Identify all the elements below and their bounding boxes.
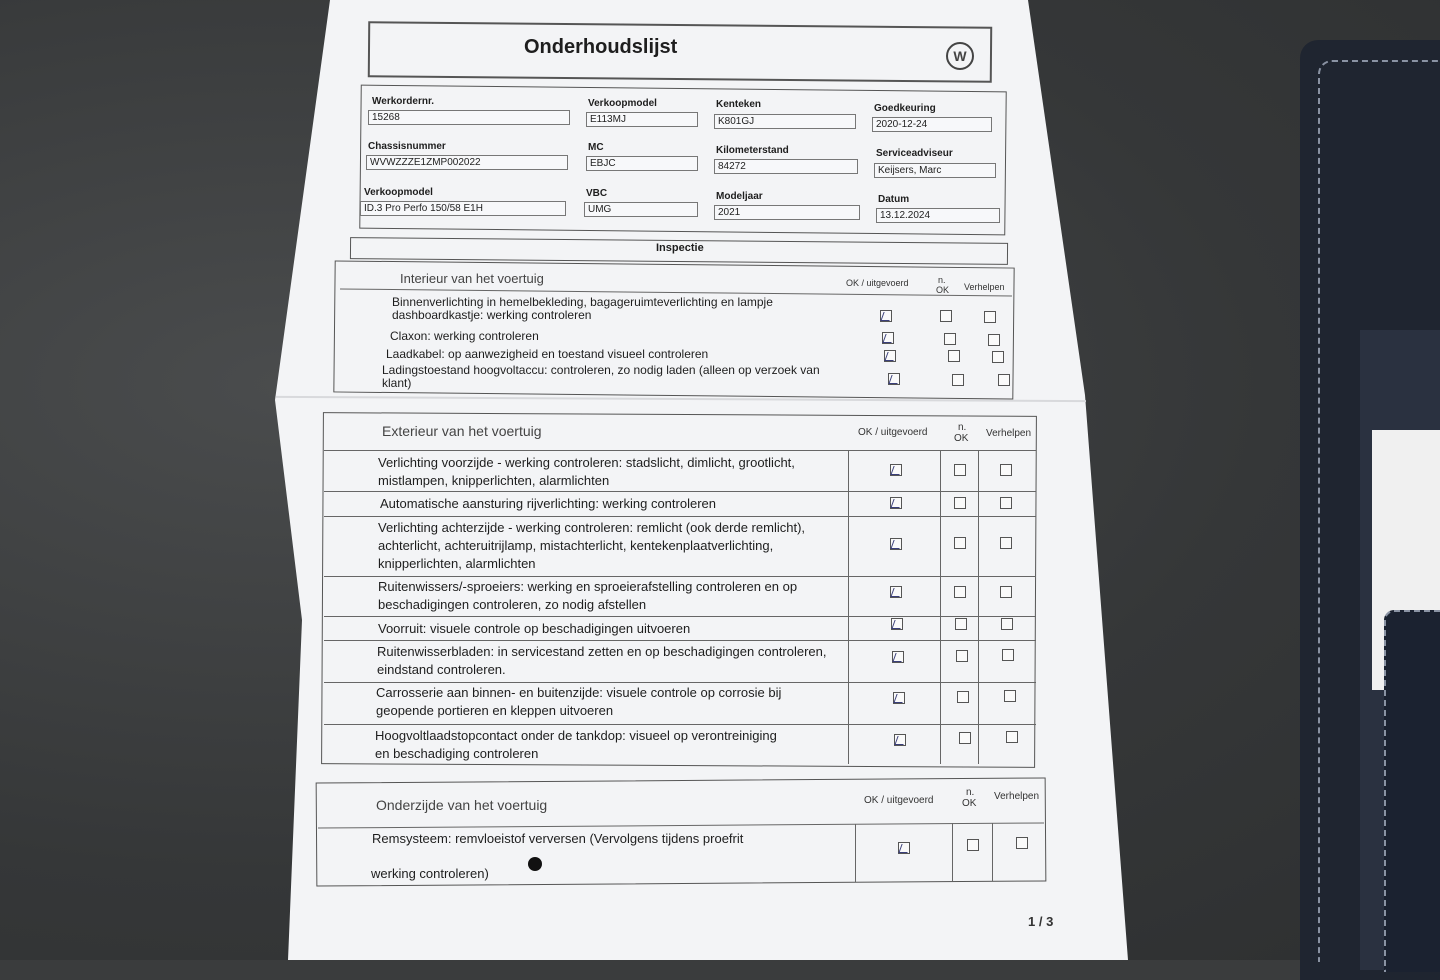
section-interieur-title: Interieur van het voertuig: [400, 271, 544, 286]
goedkeuring-field: 2020-12-24: [872, 117, 992, 132]
list-item: Claxon: werking controleren: [390, 329, 539, 343]
checkbox-ok[interactable]: [882, 332, 894, 344]
checkbox-verhelpen[interactable]: [1002, 649, 1014, 661]
checkbox-verhelpen[interactable]: [1006, 731, 1018, 743]
checkbox-verhelpen[interactable]: [984, 311, 996, 323]
checkbox-n-ok[interactable]: [944, 333, 956, 345]
modeljaar-field: 2021: [714, 205, 860, 220]
row-divider: [324, 724, 1036, 725]
list-item: Remsysteem: remvloeistof verversen (Vervolgens tijdens proefrit: [372, 831, 744, 846]
checkbox-verhelpen[interactable]: [1000, 464, 1012, 476]
checkbox-ok[interactable]: [894, 734, 906, 746]
col-nok: OK: [954, 433, 969, 444]
list-item: Verlichting achterzijde - werking controleren: remlicht (ook derde remlicht), achterlicht, achteruitrijlamp, mistachterlicht, kentekenplaatverlichting, knipperlichten, alarmlichten: [378, 520, 806, 571]
checkbox-verhelpen[interactable]: [1000, 497, 1012, 509]
list-item: Binnenverlichting in hemelbekleding, bagageruimteverlichting en lampje dashboardkastje: werking controleren: [392, 295, 773, 322]
section-onderzijde-title: Onderzijde van het voertuig: [376, 797, 548, 813]
row-divider: [324, 450, 1036, 451]
row-divider: [324, 682, 1036, 683]
kenteken-label: Kenteken: [716, 99, 762, 110]
col-ok-uitgevoerd: OK / uitgevoerd: [846, 278, 909, 288]
vw-logo-icon: W: [946, 42, 974, 70]
checkbox-ok[interactable]: [892, 651, 904, 663]
checkbox-ok[interactable]: [884, 350, 896, 362]
list-item: Automatische aansturing rijverlichting: werking controleren: [380, 496, 716, 511]
row-divider: [324, 616, 1036, 617]
col-nok: OK: [936, 285, 950, 295]
mc-field: EBJC: [586, 156, 698, 171]
col-verhelpen: Verhelpen: [994, 791, 1040, 802]
checkbox-ok[interactable]: [890, 464, 902, 476]
col-verhelpen: Verhelpen: [964, 282, 1005, 292]
col-n: n.: [938, 275, 946, 285]
checkbox-n-ok[interactable]: [954, 464, 966, 476]
section-exterieur-title: Exterieur van het voertuig: [382, 423, 542, 439]
checkbox-ok[interactable]: [891, 618, 903, 630]
checkbox-verhelpen[interactable]: [1004, 690, 1016, 702]
list-item: Voorruit: visuele controle op beschadigingen uitvoeren: [378, 621, 691, 636]
goedkeuring-label: Goedkeuring: [874, 103, 936, 114]
checkbox-n-ok[interactable]: [956, 650, 968, 662]
modeljaar-label: Modeljaar: [716, 191, 763, 202]
page-title: Onderhoudslijst: [524, 36, 678, 58]
col-ok-uitgevoerd: OK / uitgevoerd: [864, 795, 934, 806]
verkoopmodel-field: ID.3 Pro Perfo 150/58 E1H: [360, 201, 566, 216]
col-verhelpen: Verhelpen: [986, 428, 1032, 439]
checkbox-verhelpen[interactable]: [998, 374, 1010, 386]
datum-label: Datum: [878, 194, 910, 205]
page-number: 1 / 3: [1028, 914, 1054, 929]
checkbox-verhelpen[interactable]: [1016, 837, 1028, 849]
checkbox-n-ok[interactable]: [957, 691, 969, 703]
checkbox-n-ok[interactable]: [954, 537, 966, 549]
col-divider: [978, 450, 979, 764]
kilometerstand-field: 84272: [714, 159, 858, 174]
inspectie-label: Inspectie: [656, 242, 704, 254]
checkbox-n-ok[interactable]: [959, 732, 971, 744]
verkoopmodel-label: Verkoopmodel: [364, 187, 433, 198]
checkbox-n-ok[interactable]: [952, 374, 964, 386]
col-n: n.: [966, 787, 975, 798]
hole-punch: [528, 857, 542, 871]
checkbox-n-ok[interactable]: [954, 586, 966, 598]
checkbox-n-ok[interactable]: [967, 839, 979, 851]
checkbox-verhelpen[interactable]: [1001, 618, 1013, 630]
checkbox-ok[interactable]: [890, 538, 902, 550]
kenteken-field: K801GJ: [714, 114, 856, 129]
chassisnummer-field: WVWZZZE1ZMP002022: [366, 155, 568, 170]
checkbox-ok[interactable]: [893, 692, 905, 704]
list-item: Laadkabel: op aanwezigheid en toestand visueel controleren: [386, 347, 709, 361]
verkoopmodel-code-label: Verkoopmodel: [588, 98, 657, 109]
col-nok: OK: [962, 798, 977, 809]
checkbox-verhelpen[interactable]: [1000, 586, 1012, 598]
checkbox-ok[interactable]: [898, 842, 910, 854]
checkbox-n-ok[interactable]: [948, 350, 960, 362]
col-divider: [992, 823, 993, 881]
col-n: n.: [958, 422, 967, 433]
list-item: Ladingstoestand hoogvoltaccu: controleren, zo nodig laden (alleen op verzoek van klant): [382, 363, 820, 390]
list-item: Ruitenwisserbladen: in servicestand zetten en op beschadigingen controleren, eindstand controleren.: [377, 644, 827, 677]
datum-field: 13.12.2024: [876, 208, 1000, 223]
col-divider: [855, 824, 856, 882]
row-divider: [324, 640, 1036, 641]
list-item: Verlichting voorzijde - werking controleren: stadslicht, dimlicht, grootlicht, mistlampen, knipperlichten, alarmlichten: [378, 455, 795, 488]
row-divider: [324, 491, 1036, 492]
row-divider: [324, 516, 1036, 517]
checkbox-verhelpen[interactable]: [1000, 537, 1012, 549]
list-item: Carrosserie aan binnen- en buitenzijde: visuele controle op corrosie bij geopende portieren en kleppen uitvoeren: [376, 685, 782, 718]
col-divider: [940, 450, 941, 764]
verkoopmodel-code-field: E113MJ: [586, 112, 698, 127]
list-item: werking controleren): [371, 866, 489, 881]
mc-label: MC: [588, 142, 604, 153]
list-item: Ruitenwissers/-sproeiers: werking en sproeierafstelling controleren en op beschadigingen controleren, zo nodig afstellen: [378, 579, 798, 612]
vbc-label: VBC: [586, 188, 608, 199]
col-ok-uitgevoerd: OK / uitgevoerd: [858, 427, 928, 438]
col-divider: [848, 450, 849, 764]
vbc-field: UMG: [584, 202, 698, 217]
list-item: Hoogvoltlaadstopcontact onder de tankdop: visueel op verontreiniging en beschadiging controleren: [375, 728, 777, 761]
checkbox-n-ok[interactable]: [954, 497, 966, 509]
checkbox-n-ok[interactable]: [940, 310, 952, 322]
checkbox-ok[interactable]: [890, 586, 902, 598]
checkbox-verhelpen[interactable]: [992, 351, 1004, 363]
serviceadviseur-field: Keijsers, Marc: [874, 163, 996, 178]
checkbox-verhelpen[interactable]: [988, 334, 1000, 346]
chassisnummer-label: Chassisnummer: [368, 141, 446, 152]
serviceadviseur-label: Serviceadviseur: [876, 148, 953, 159]
checkbox-ok[interactable]: [890, 497, 902, 509]
checkbox-n-ok[interactable]: [955, 618, 967, 630]
folder-flap: [1384, 610, 1440, 972]
werkordernr-field: 15268: [368, 110, 570, 125]
werkordernr-label: Werkordernr.: [372, 96, 435, 107]
row-divider: [324, 576, 1036, 577]
checkbox-ok[interactable]: [888, 373, 900, 385]
col-divider: [952, 823, 953, 881]
checkbox-ok[interactable]: [880, 310, 892, 322]
title-box: [368, 21, 992, 82]
kilometerstand-label: Kilometerstand: [716, 145, 789, 156]
